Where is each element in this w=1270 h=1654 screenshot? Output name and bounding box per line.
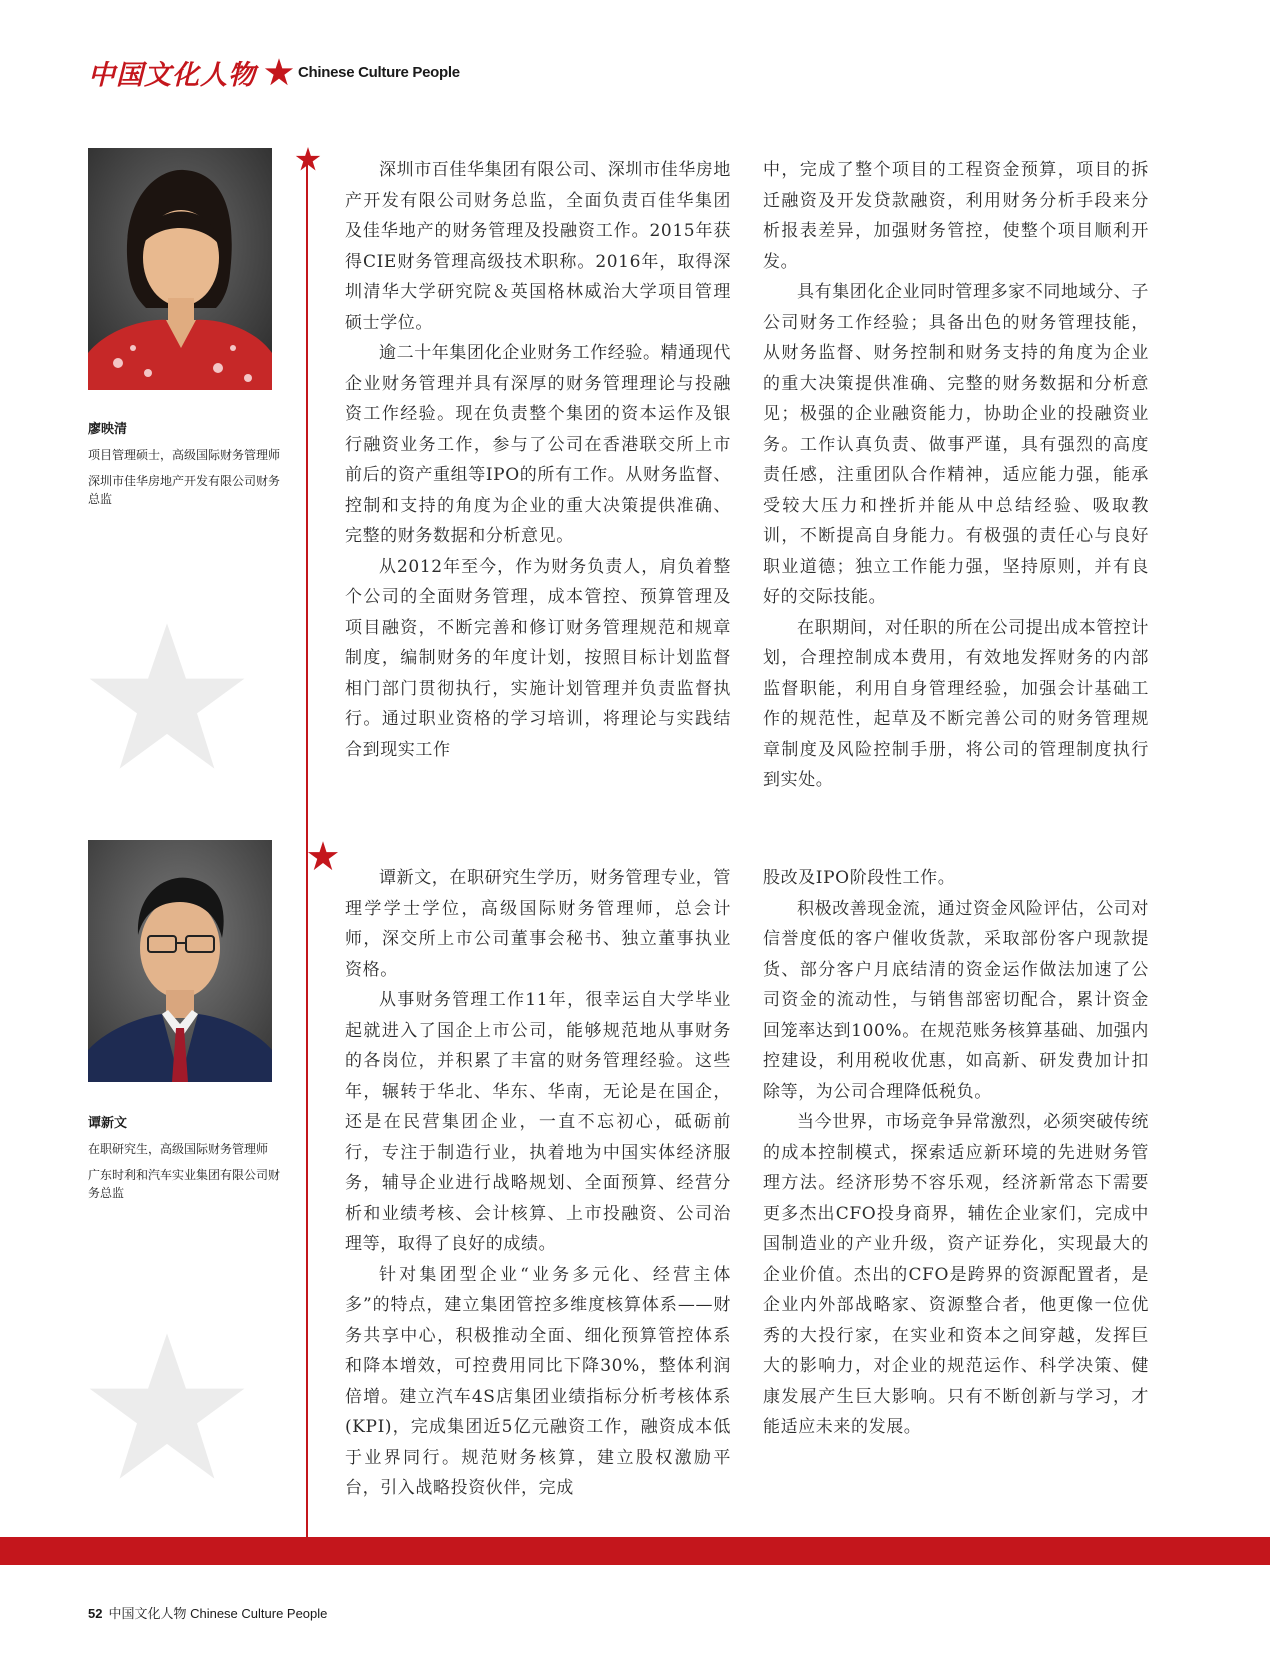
magazine-title-en: Chinese Culture People: [298, 63, 460, 81]
decorative-star-icon: [88, 620, 246, 772]
paragraph: 在职期间，对任职的所在公司提出成本管控计划，合理控制成本费用，有效地发挥财务的内部监督职能，利用自身管理经验，加强会计基础工作的规范性，起草及不断完善公司的财务管理规章制度及风险控制手册，将公司的管理制度执行到实处。: [763, 617, 1149, 790]
portrait-woman-icon: [88, 148, 272, 390]
person-credentials: [88, 1140, 283, 1210]
person-name: 谭新文: [88, 1116, 128, 1131]
article-column-left: [345, 863, 731, 1504]
magazine-logo: 中国文化人物: [88, 59, 256, 91]
person-name: 廖映清: [88, 422, 128, 437]
person-degree: 项目管理硕士，高级国际财务管理师: [88, 448, 281, 462]
footer-bar: [0, 1537, 1270, 1565]
paragraph: 股改及IPO阶段性工作。: [763, 868, 956, 888]
person-position: 广东时利和汽车实业集团有限公司财务总监: [88, 1168, 281, 1200]
paragraph: 中，完成了整个项目的工程资金预算，项目的拆迁融资及开发贷款融资，利用财务分析手段来分析报表差异，加强财务管控，使整个项目顺利开发。: [763, 160, 1149, 272]
footer-publication: 中国文化人物 Chinese Culture People: [108, 1606, 328, 1621]
person-credentials: [88, 446, 283, 516]
person-degree: 在职研究生，高级国际财务管理师: [88, 1142, 269, 1156]
paragraph: 深圳市百佳华集团有限公司、深圳市佳华房地产开发有限公司财务总监，全面负责百佳华集团及佳华地产的财务管理及投融资工作。2015年获得CIE财务管理高级技术职称。2016年，取得深圳清华大学研究院＆英国格林威治大学项目管理硕士学位。: [345, 160, 731, 333]
article-column-right: [763, 863, 1149, 1443]
portrait-man-icon: [88, 840, 272, 1082]
paragraph: 积极改善现金流，通过资金风险评估，公司对信誉度低的客户催收货款，采取部份客户现款提货、部分客户月底结清的资金运作做法加速了公司资金的流动性，与销售部密切配合，累计资金回笼率达到100%。在规范账务核算基础、加强内控建设，利用税收优惠，如高新、研发费加计扣除等，为公司合理降低税负。: [763, 898, 1149, 1102]
portrait-photo: [88, 840, 272, 1082]
person-position: 深圳市佳华房地产开发有限公司财务总监: [88, 474, 281, 506]
section-star-icon: [307, 840, 339, 872]
portrait-photo: [88, 148, 272, 390]
article-column-right: [763, 155, 1149, 796]
masthead: [88, 52, 460, 92]
paragraph: 针对集团型企业“业务多元化、经营主体多”的特点，建立集团管控多维度核算体系——财务共享中心，积极推动全面、细化预算管控体系和降本增效，可控费用同比下降30%，整体利润倍增。建立汽车4S店集团业绩指标分析考核体系(KPI)，完成集团近5亿元融资工作，融资成本低于业界同行。规范财务核算，建立股权激励平台，引入战略投资伙伴，完成: [345, 1264, 731, 1498]
section-star-icon: [295, 146, 321, 172]
paragraph: 从2012年至今，作为财务负责人，肩负着整个公司的全面财务管理，成本管控、预算管理及项目融资，不断完善和修订财务管理规范和规章制度，编制财务的年度计划，按照目标计划监督相门部门贯彻执行，实施计划管理并负责监督执行。通过职业资格的学习培训，将理论与实践结合到现实工作: [345, 556, 731, 760]
decorative-star-icon: [88, 1330, 246, 1482]
page-folio: [88, 1603, 327, 1622]
paragraph: 当今世界，市场竞争异常激烈，必须突破传统的成本控制模式，探索适应新环境的先进财务管理方法。经济形势不容乐观，经济新常态下需要更多杰出CFO投身商界，辅佐企业家们，完成中国制造业的产业升级，资产证券化，实现最大的企业价值。杰出的CFO是跨界的资源配置者，是企业内外部战略家、资源整合者，他更像一位优秀的大投行家，在实业和资本之间穿越，发挥巨大的影响力，对企业的规范运作、科学决策、健康发展产生巨大影响。只有不断创新与学习，才能适应未来的发展。: [763, 1112, 1149, 1437]
paragraph: 谭新文，在职研究生学历，财务管理专业，管理学学士学位，高级国际财务管理师，总会计师，深交所上市公司董事会秘书、独立董事执业资格。: [345, 868, 731, 980]
article-column-left: [345, 155, 731, 765]
page-number: 52: [88, 1606, 103, 1621]
paragraph: 逾二十年集团化企业财务工作经验。精通现代企业财务管理并具有深厚的财务管理理论与投融资工作经验。现在负责整个集团的资本运作及银行融资业务工作，参与了公司在香港联交所上市前后的资产重组等IPO的所有工作。从财务监督、控制和支持的角度为企业的重大决策提供准确、完整的财务数据和分析意见。: [345, 343, 731, 546]
paragraph: 从事财务管理工作11年，很幸运自大学毕业起就进入了国企上市公司，能够规范地从事财务的各岗位，并积累了丰富的财务管理经验。这些年，辗转于华北、华东、华南，无论是在国企，还是在民营集团企业，一直不忘初心，砥砺前行，专注于制造行业，执着地为中国实体经济服务，辅导企业进行战略规划、全面预算、经营分析和业绩考核、会计核算、上市投融资、公司治理等，取得了良好的成绩。: [345, 990, 731, 1254]
red-star-icon: [264, 57, 294, 87]
paragraph: 具有集团化企业同时管理多家不同地域分、子公司财务工作经验；具备出色的财务管理技能，从财务监督、财务控制和财务支持的角度为企业的重大决策提供准确、完整的财务数据和分析意见；极强的企业融资能力，协助企业的投融资业务。工作认真负责、做事严谨，具有强烈的高度责任感，注重团队合作精神，适应能力强，能承受较大压力和挫折并能从中总结经验、吸取教训，不断提高自身能力。有极强的责任心与良好职业道德；独立工作能力强，坚持原则，并有良好的交际技能。: [763, 282, 1149, 607]
